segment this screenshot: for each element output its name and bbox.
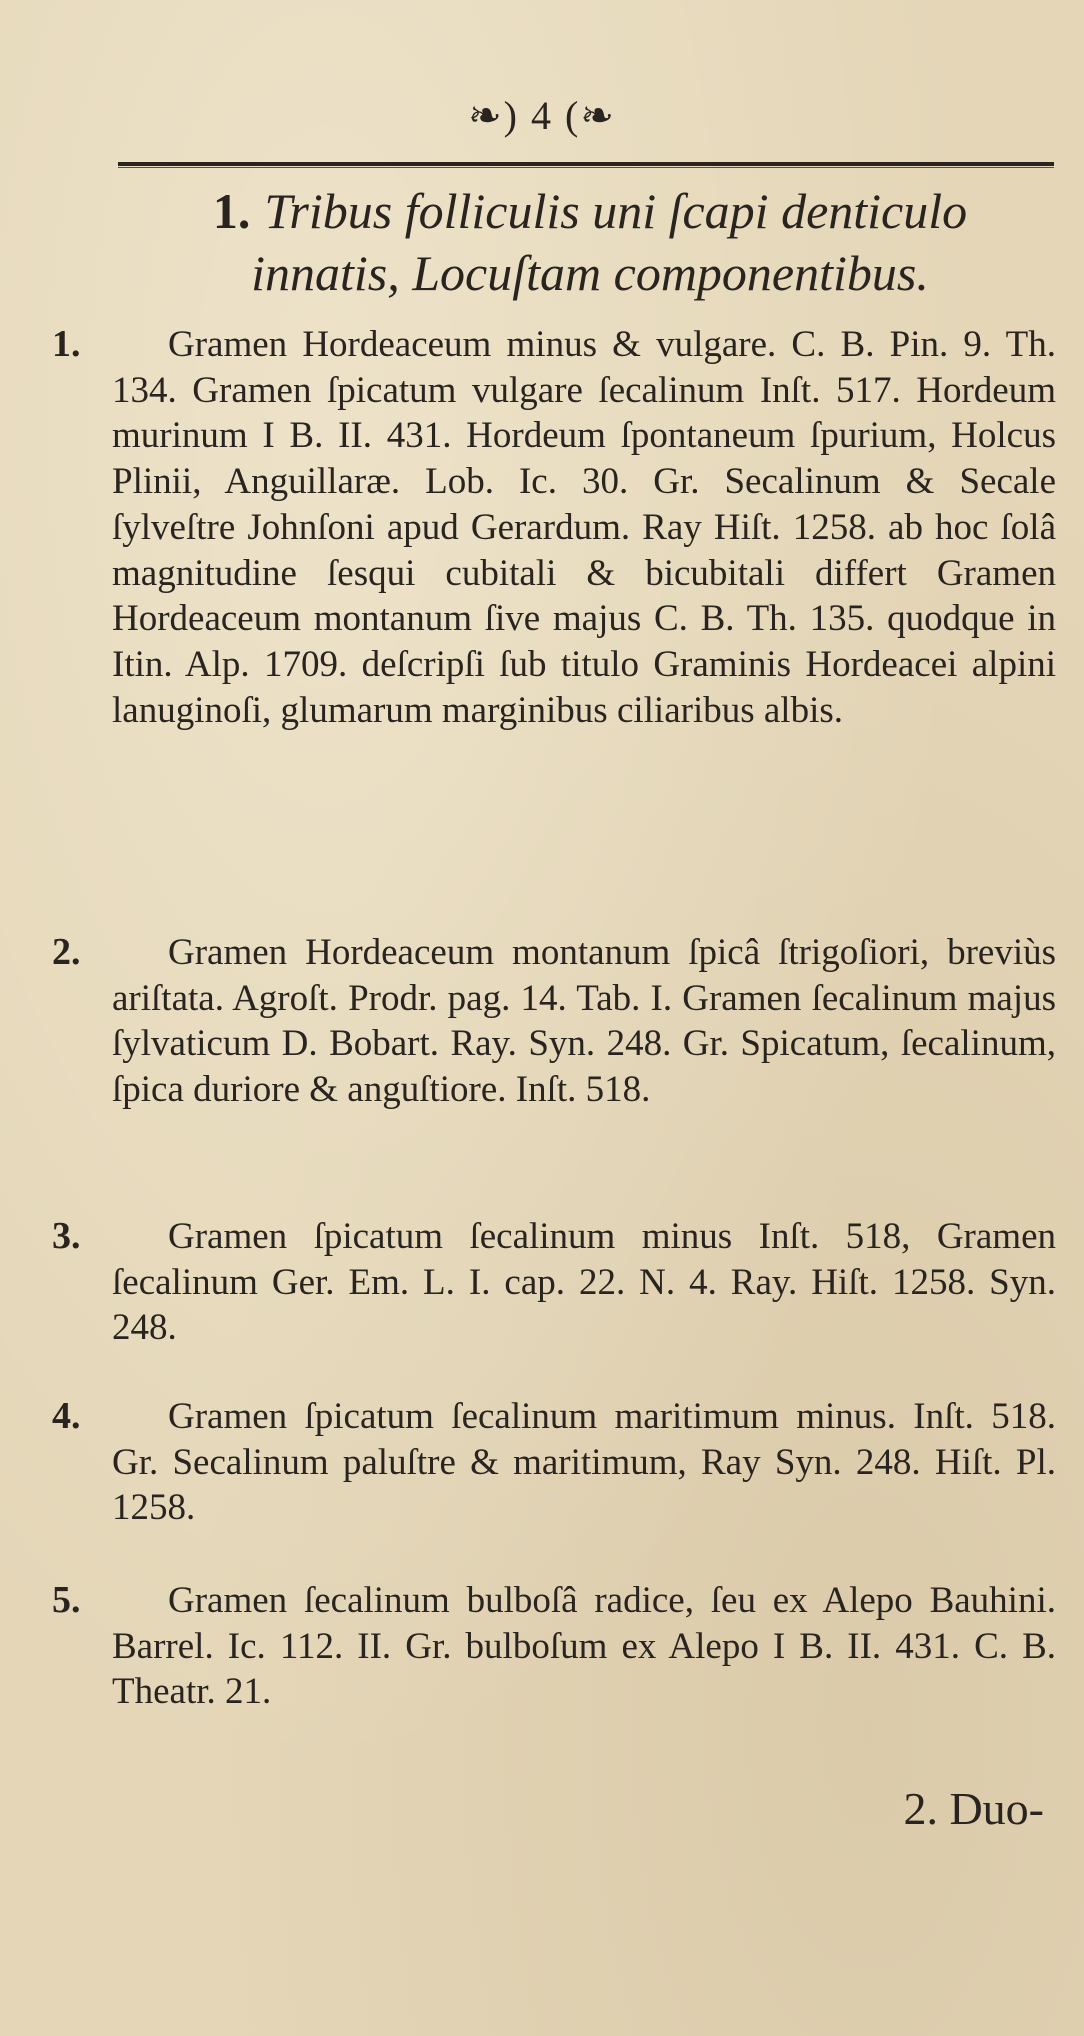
entry-text: Gramen ſecalinum bulboſâ radice, ſeu ex Alepo Bauhini. Barrel. Ic. 112. II. Gr. bulboſum ex Alepo I B. II. 431. C. B. Theatr. 21. (112, 1580, 1056, 1713)
entry-4 (52, 1394, 1056, 1531)
entry-text: Gramen Hordeaceum minus & vulgare. C. B. Pin. 9. Th. 134. Gramen ſpicatum vulgare ſecalinum Inſt. 517. Hordeum murinum I B. II. 431. Hordeum ſpontaneum ſpurium, Holcus Plinii, Anguillaræ. Lob. Ic. 30. Gr. Secalinum & Secale ſylveſtre Johnſoni apud Gerardum. Ray Hiſt. 1258. ab hoc ſolâ magnitudine ſesqui cubitali & bicubitali differt Gramen Hordeaceum montanum ſive majus C. B. Th. 135. quodque in Itin. Alp. 1709. deſcripſi ſub titulo Graminis Hordeacei alpini lanuginoſi, glumarum marginibus ciliaribus albis. (112, 324, 1056, 731)
entry-text: Gramen ſpicatum ſecalinum maritimum minus. Inſt. 518. Gr. Secalinum paluſtre & maritimum, Ray Syn. 248. Hiſt. Pl. 1258. (112, 1396, 1056, 1529)
entry-number: 3. (52, 1215, 81, 1257)
entry-3 (52, 1214, 1056, 1351)
entry-1 (52, 322, 1056, 733)
running-head-page-number: ❧) 4 (❧ (468, 93, 616, 138)
header-rule-thin (118, 167, 1054, 168)
catchword: 2. Duo- (903, 1783, 1044, 1834)
entry-2 (52, 930, 1056, 1113)
entry-text: Gramen Hordeaceum montanum ſpicâ ſtrigoſiori, breviùs ariſtata. Agroſt. Prodr. pag. 14. Tab. I. Gramen ſecalinum majus ſylvaticum D. Bobart. Ray. Syn. 248. Gr. Spicatum, ſecalinum, ſpica duriore & anguſtiore. Inſt. 518. (112, 932, 1056, 1111)
header-rule (118, 162, 1054, 166)
entry-number: 2. (52, 931, 81, 973)
entry-number: 5. (52, 1579, 81, 1621)
entry-text: Gramen ſpicatum ſecalinum minus Inſt. 518, Gramen ſecalinum Ger. Em. L. I. cap. 22. N. 4. Ray. Hiſt. 1258. Syn. 248. (112, 1216, 1056, 1349)
entry-5 (52, 1578, 1056, 1715)
entry-number: 4. (52, 1395, 81, 1437)
section-heading (150, 180, 1030, 304)
entry-number: 1. (52, 323, 81, 365)
section-number: 1. (212, 183, 251, 239)
section-heading-text: Tribus folliculis uni ſcapi denticulo innatis, Locuſtam componentibus. (251, 183, 968, 301)
